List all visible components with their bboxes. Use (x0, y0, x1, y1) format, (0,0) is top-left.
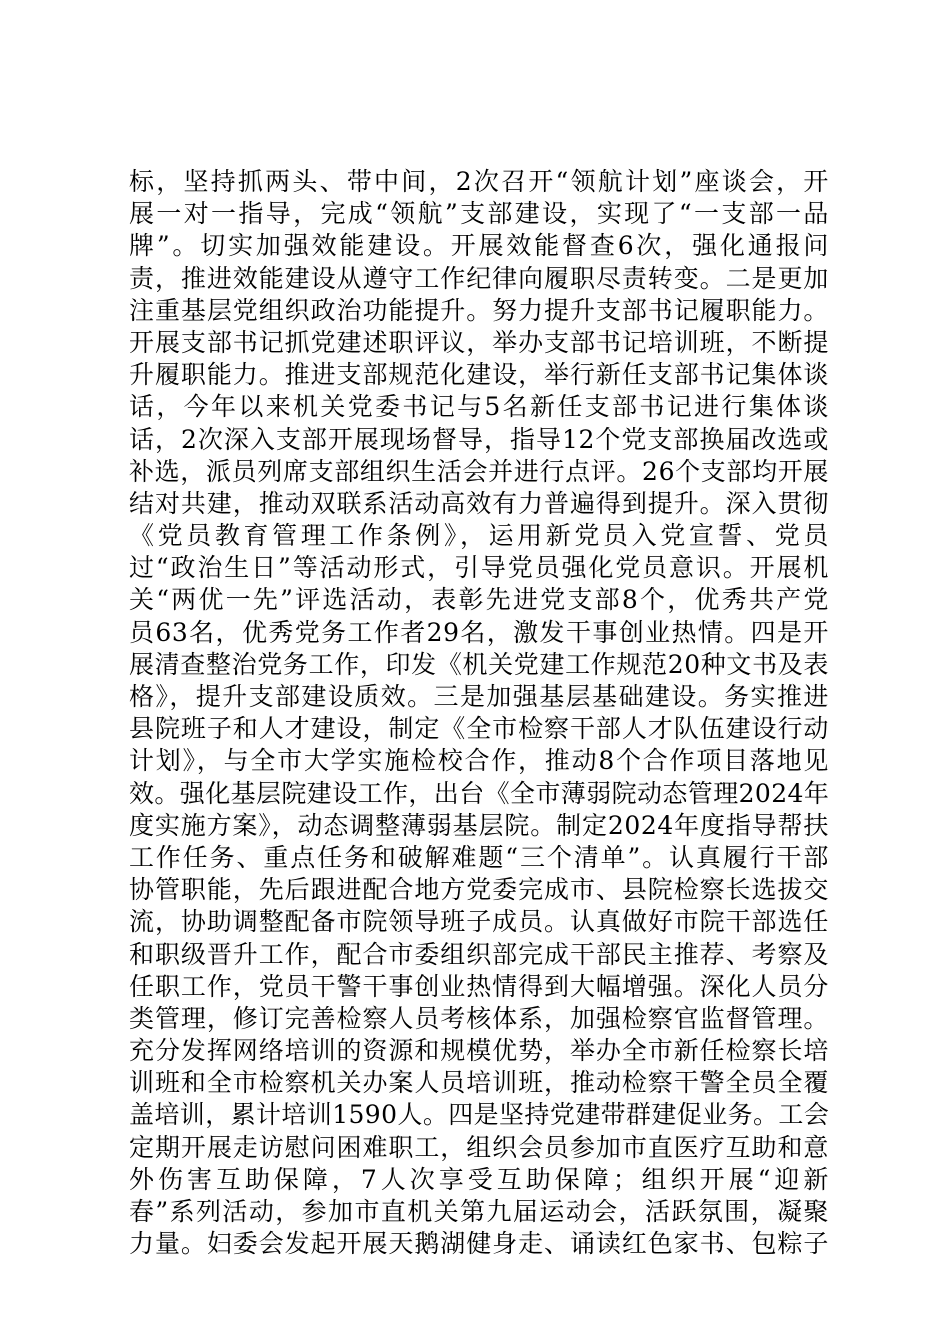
text-line: 责，推进效能建设从遵守工作纪律向履职尽责转变。二是更加 (129, 263, 829, 293)
text-line: 力量。妇委会发起开展天鹅湖健身走、诵读红色家书、包粽子 (129, 1229, 829, 1259)
text-line: 度实施方案》，动态调整薄弱基层院。制定2024年度指导帮扶 (129, 810, 829, 840)
text-line: 盖培训，累计培训1590人。四是坚持党建带群建促业务。工会 (129, 1100, 830, 1130)
text-line: 注重基层党组织政治功能提升。努力提升支部书记履职能力。 (129, 295, 829, 325)
text-line: 充分发挥网络培训的资源和规模优势，举办全市新任检察长培 (129, 1036, 829, 1066)
text-line: 训班和全市检察机关办案人员培训班，推动检察干警全员全覆 (129, 1068, 829, 1098)
text-line: 过“政治生日”等活动形式，引导党员强化党员意识。开展机 (129, 553, 829, 583)
text-line: 效。强化基层院建设工作，出台《全市薄弱院动态管理2024年 (129, 778, 830, 808)
text-line: 《党员教育管理工作条例》，运用新党员入党宣誓、党员 (129, 521, 829, 551)
text-line: 工作任务、重点任务和破解难题“三个清单”。认真履行干部 (129, 842, 829, 872)
text-line: 县院班子和人才建设，制定《全市检察干部人才队伍建设行动 (129, 714, 829, 744)
text-line: 任职工作，党员干警干事创业热情得到大幅增强。深化人员分 (129, 971, 829, 1001)
text-line: 类管理，修订完善检察人员考核体系，加强检察官监督管理。 (129, 1003, 829, 1033)
body-text (129, 166, 829, 1260)
text-line: 外伤害互助保障，7人次享受互助保障；组织开展“迎新 (129, 1164, 829, 1194)
text-line: 话，今年以来机关党委书记与5名新任支部书记进行集体谈 (129, 392, 829, 422)
text-line: 话，2次深入支部开展现场督导，指导12个党支部换届改选或 (129, 424, 829, 454)
text-line: 计划》，与全市大学实施检校合作，推动8个合作项目落地见 (129, 746, 829, 776)
text-line: 牌”。切实加强效能建设。开展效能督查6次，强化通报问 (129, 231, 829, 261)
text-line: 升履职能力。推进支部规范化建设，举行新任支部书记集体谈 (129, 360, 829, 390)
text-line: 流，协助调整配备市院领导班子成员。认真做好市院干部选任 (129, 907, 829, 937)
text-line: 结对共建，推动双联系活动高效有力普遍得到提升。深入贯彻 (129, 488, 829, 518)
text-line: 员63名，优秀党务工作者29名，激发干事创业热情。四是开 (129, 617, 829, 647)
text-line: 格》，提升支部建设质效。三是加强基层基础建设。务实推进 (129, 682, 829, 711)
text-line: 关“两优一先”评选活动，表彰先进党支部8个，优秀共产党 (129, 585, 829, 615)
text-line: 和职级晋升工作，配合市委组织部完成干部民主推荐、考察及 (129, 939, 829, 969)
text-line: 标，坚持抓两头、带中间，2次召开“领航计划”座谈会，开 (129, 167, 829, 196)
text-line: 春”系列活动，参加市直机关第九届运动会，活跃氛围，凝聚 (129, 1197, 829, 1226)
text-line: 展一对一指导，完成“领航”支部建设，实现了“一支部一品 (129, 199, 829, 229)
text-line: 开展支部书记抓党建述职评议，举办支部书记培训班，不断提 (129, 327, 829, 357)
text-line: 展清查整治党务工作，印发《机关党建工作规范20种文书及表 (129, 649, 829, 679)
text-line: 补选，派员列席支部组织生活会并进行点评。26个支部均开展 (129, 456, 829, 486)
text-line: 定期开展走访慰问困难职工，组织会员参加市直医疗互助和意 (129, 1132, 829, 1162)
text-line: 协管职能，先后跟进配合地方党委完成市、县院检察长选拔交 (129, 875, 829, 905)
